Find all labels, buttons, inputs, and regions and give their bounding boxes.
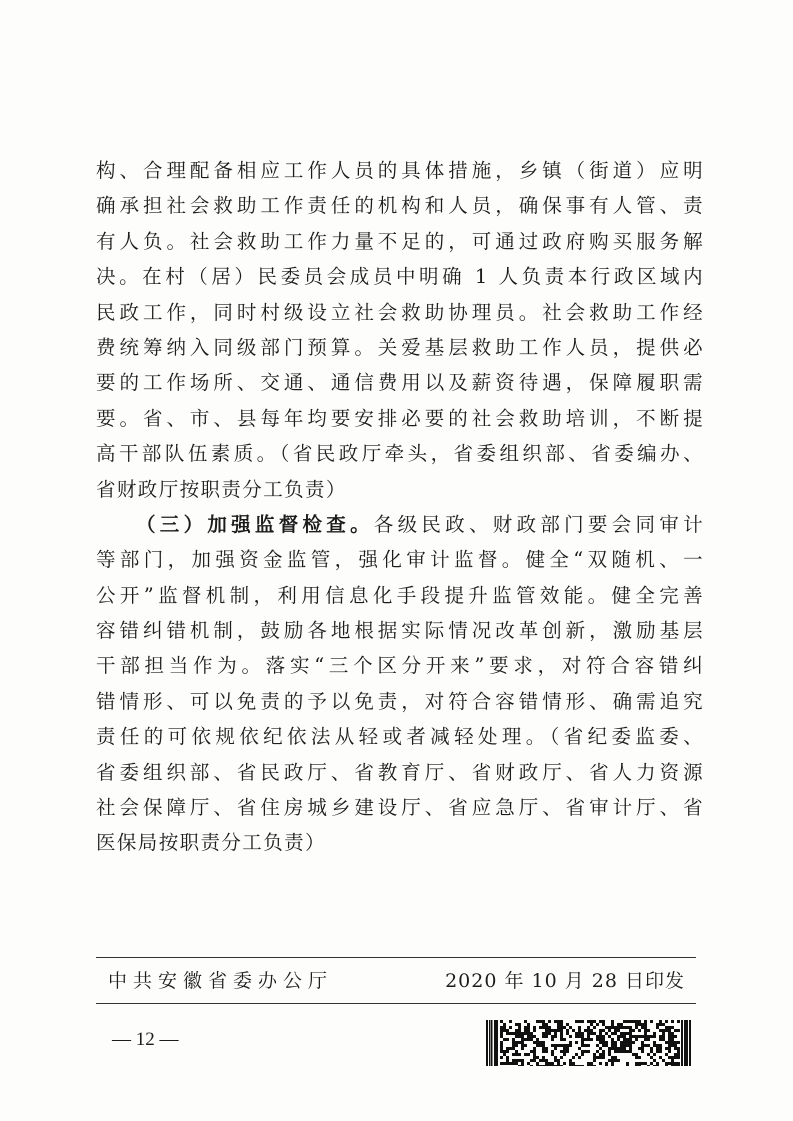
text-line: 民政工作，同时村级设立社会救助协理员。社会救助工作经 xyxy=(96,300,704,324)
section-first-line-text: 各级民政、财政部门要会同审计 xyxy=(373,512,704,536)
section-first-line xyxy=(96,507,704,542)
text-line: 高干部队伍素质。（省民政厅牵头，省委组织部、省委编办、 xyxy=(96,442,704,466)
text-line: 公开”监督机制，利用信息化手段提升监管效能。健全完善 xyxy=(96,583,704,607)
text-line: 构、合理配备相应工作人员的具体措施，乡镇（街道）应明 xyxy=(96,159,704,182)
text-line: 社会保障厅、省住房城乡建设厅、省应急厅、省审计厅、省 xyxy=(96,796,704,820)
text-line: 要的工作场所、交通、通信费用以及薪资待遇，保障履职需 xyxy=(96,371,704,395)
text-line: 要。省、市、县每年均要安排必要的社会救助培训，不断提 xyxy=(96,406,704,430)
footer-bottom-rule xyxy=(96,1003,696,1004)
text-line: 错情形、可以免责的予以免责，对符合容错情形、确需追究 xyxy=(96,689,704,713)
text-line: 有人负。社会救助工作力量不足的，可通过政府购买服务解 xyxy=(96,229,704,253)
body-text xyxy=(96,153,704,861)
page-number: — 12 — xyxy=(112,1029,179,1050)
text-line: 干部担当作为。落实“三个区分开来”要求，对符合容错纠 xyxy=(96,654,704,678)
text-line: 省财政厅按职责分工负责） xyxy=(96,477,347,501)
barcode-icon xyxy=(486,1020,692,1066)
text-line: 医保局按职责分工负责） xyxy=(96,831,326,855)
footer-top-rule xyxy=(96,957,696,958)
text-line: 费统筹纳入同级部门预算。关爱基层救助工作人员，提供必 xyxy=(96,335,704,359)
text-line: 确承担社会救助工作责任的机构和人员，确保事有人管、责 xyxy=(96,194,704,218)
text-line: 决。在村（居）民委员会成员中明确 1 人负责本行政区域内 xyxy=(96,265,704,289)
section-heading: （三）加强监督检查。 xyxy=(136,512,374,536)
text-line: 容错纠错机制，鼓励各地根据实际情况改革创新，激励基层 xyxy=(96,619,704,643)
text-line: 等部门，加强资金监管，强化审计监督。健全“双随机、一 xyxy=(96,548,704,572)
text-line: 责任的可依规依纪依法从轻或者减轻处理。（省纪委监委、 xyxy=(96,725,704,749)
text-line: 省委组织部、省民政厅、省教育厅、省财政厅、省人力资源 xyxy=(96,760,704,784)
issue-date: 2020 年 10 月 28 日印发 xyxy=(445,970,685,992)
issuing-office: 中共安徽省委办公厅 xyxy=(108,970,334,992)
